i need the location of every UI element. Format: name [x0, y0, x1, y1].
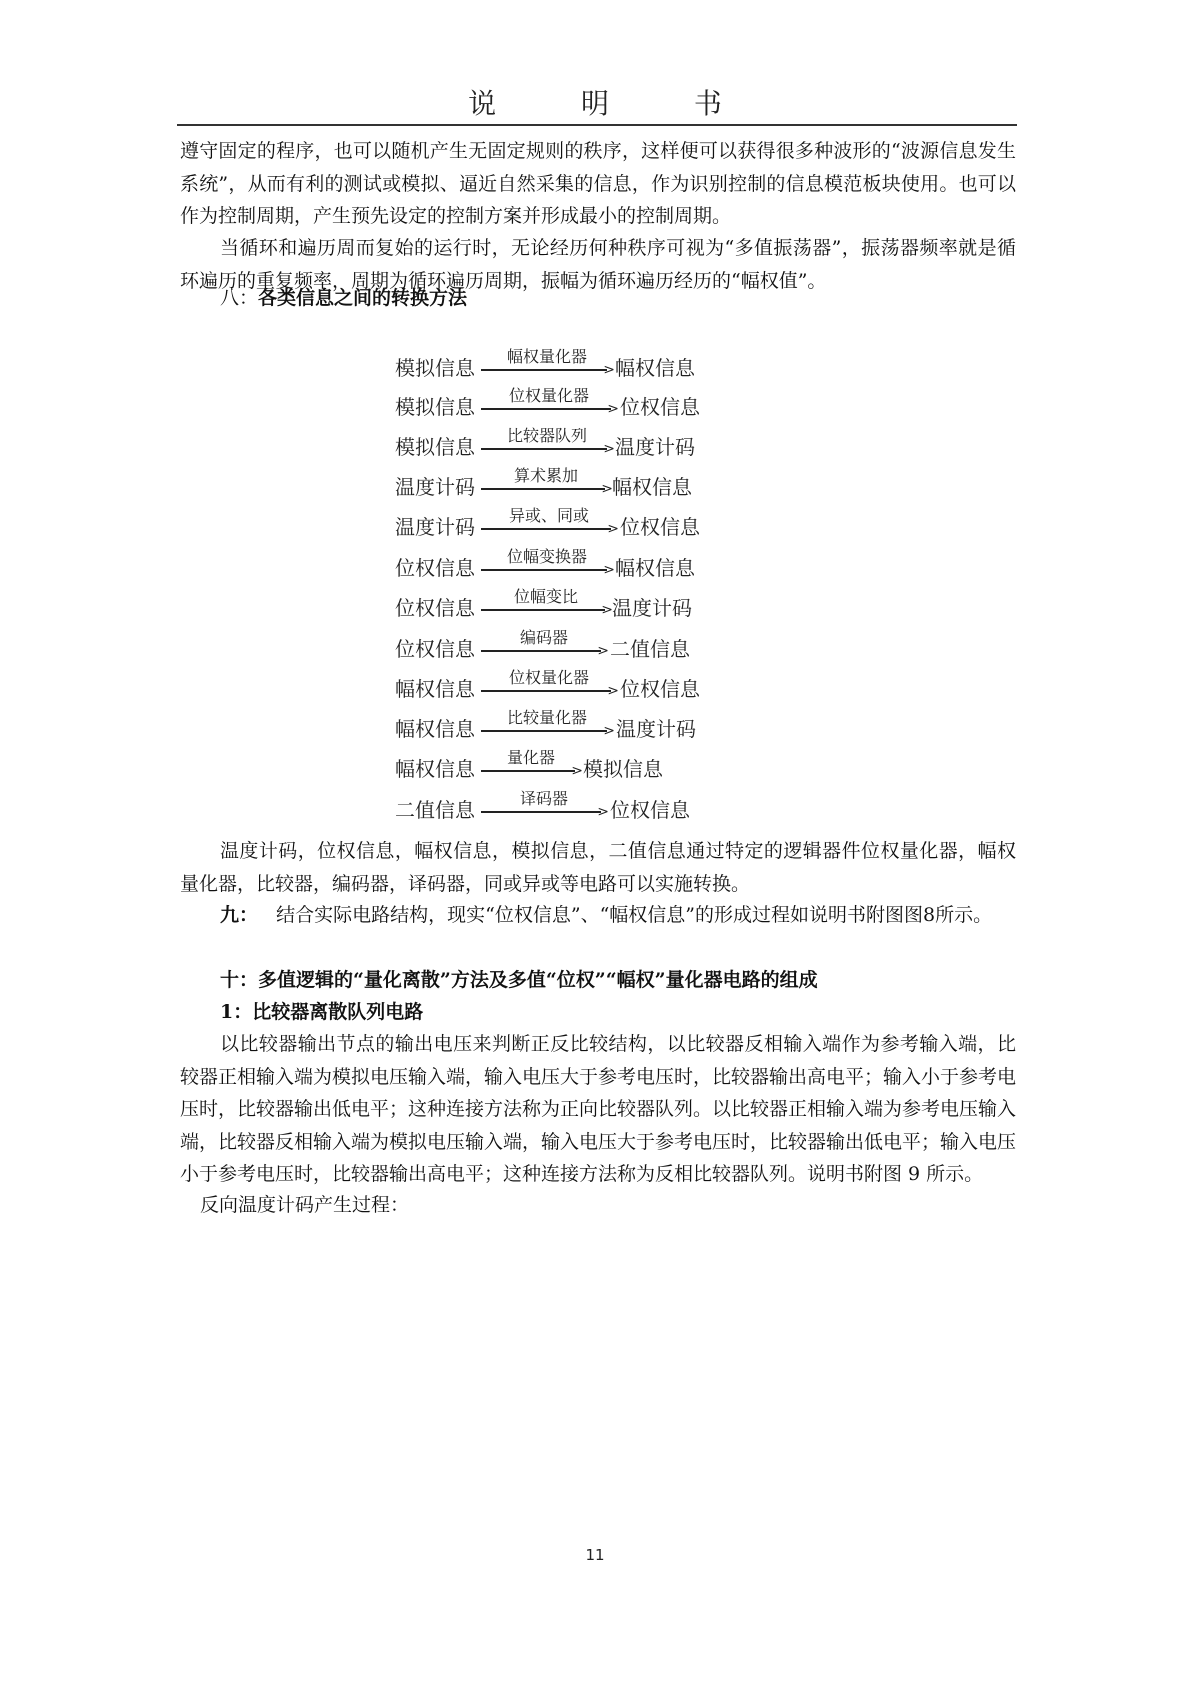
conversion-method: 译码器 [519, 789, 568, 808]
paragraph-conversion-summary: 温度计码，位权信息，幅权信息，模拟信息，二值信息通过特定的逻辑器件位权量化器，幅权量化器，比较器，编码器，译码器，同或异或等电路可以实施转换。 [180, 840, 1016, 895]
conversion-source: 温度计码 [395, 475, 475, 499]
section-heading-8 [220, 282, 467, 314]
conversion-source: 温度计码 [395, 515, 475, 539]
arrow-line [481, 408, 611, 410]
conversion-source: 位权信息 [395, 637, 475, 661]
conversion-target: 二值信息 [610, 637, 690, 661]
arrow-head-icon: > [603, 441, 615, 457]
arrow-line [481, 488, 605, 490]
conversion-arrow [481, 665, 617, 699]
arrow-line [481, 770, 575, 772]
conversion-arrow [481, 584, 611, 618]
conversion-arrow [481, 463, 611, 497]
arrow-head-icon: > [607, 521, 619, 537]
arrow-line [481, 650, 601, 652]
conversion-row [0, 786, 1190, 824]
arrow-head-icon: > [603, 562, 615, 578]
conversion-arrow [481, 503, 617, 537]
paragraph-reverse-thermometer: 反向温度计码产生过程： [200, 1194, 410, 1216]
conversion-source: 模拟信息 [395, 356, 475, 380]
conversion-method: 比较量化器 [506, 708, 587, 727]
conversion-method: 比较器队列 [506, 426, 587, 445]
conversion-target: 位权信息 [620, 395, 700, 419]
section-8-title: 各类信息之间的转换方法 [258, 287, 468, 309]
arrow-head-icon: > [607, 401, 619, 417]
arrow-head-icon: > [607, 683, 619, 699]
arrow-line [481, 609, 605, 611]
conversion-method: 位幅变比 [513, 587, 578, 606]
paragraph-oscillator: 当循环和遍历周而复始的运行时，无论经历何种秩序可视为“多值振荡器”，振荡器频率就是循环遍历的重复频率，周期为循环遍历周期，振幅为循环遍历经历的“幅权值”。 [180, 237, 1016, 292]
arrow-line [481, 730, 607, 732]
arrow-line [481, 569, 607, 571]
conversion-row [0, 544, 1190, 582]
conversion-row [0, 423, 1190, 461]
section-9-prefix: 九： [220, 904, 259, 926]
arrow-head-icon: > [601, 481, 613, 497]
conversion-target: 幅权信息 [612, 475, 692, 499]
conversion-row [0, 463, 1190, 501]
conversion-target: 位权信息 [620, 515, 700, 539]
conversion-arrow [481, 344, 613, 378]
page-number: 11 [585, 1546, 605, 1564]
conversion-source: 二值信息 [395, 798, 475, 822]
paragraph-comparator-queue: 以比较器输出节点的输出电压来判断正反比较结构，以比较器反相输入端作为参考输入端，比较器正相输入端为模拟电压输入端，输入电压大于参考电压时，比较器输出高电平；输入小于参考电压时，比较器输出低电平；这种连接方法称为正向比较器队列。以比较器正相输入端为参考电压输入端，比较器反相输入端为模拟电压输入端，输入电压大于参考电压时，比较器输出低电平；输入电压小于参考电压时，比较器输出高电平；这种连接方法称为反相比较器队列。说明书附图 9 所示。 [180, 1033, 1017, 1185]
conversion-source: 幅权信息 [395, 757, 475, 781]
conversion-target: 位权信息 [610, 798, 690, 822]
conversion-source: 幅权信息 [395, 717, 475, 741]
arrow-line [481, 811, 601, 813]
arrow-head-icon: > [601, 602, 613, 618]
conversion-target: 温度计码 [616, 717, 696, 741]
conversion-source: 位权信息 [395, 596, 475, 620]
conversion-target: 幅权信息 [615, 356, 695, 380]
conversion-row [0, 745, 1190, 783]
conversion-arrow [481, 544, 613, 578]
conversion-target: 温度计码 [612, 596, 692, 620]
conversion-method: 位权量化器 [508, 386, 589, 405]
section-8-prefix: 八： [220, 287, 259, 309]
conversion-row [0, 344, 1190, 382]
conversion-source: 幅权信息 [395, 677, 475, 701]
conversion-row [0, 625, 1190, 663]
conversion-target: 位权信息 [620, 677, 700, 701]
conversion-method: 算术累加 [513, 466, 578, 485]
arrow-head-icon: > [597, 804, 609, 820]
arrow-head-icon: > [603, 362, 615, 378]
conversion-row [0, 584, 1190, 622]
header-divider [177, 124, 1017, 126]
conversion-arrow [481, 423, 613, 457]
subsection-heading-10-1: 1：比较器离散队列电路 [220, 1001, 424, 1023]
paragraph-section-9 [180, 899, 1016, 932]
conversion-source: 模拟信息 [395, 395, 475, 419]
conversion-arrow [481, 383, 617, 417]
conversion-method: 幅权量化器 [506, 347, 587, 366]
paragraph-continuation: 遵守固定的程序，也可以随机产生无固定规则的秩序，这样便可以获得很多种波形的“波源信息发生系统”，从而有利的测试或模拟、逼近自然采集的信息，作为识别控制的信息模范板块使用。也可以作为控制周期，产生预先设定的控制方案并形成最小的控制周期。 [180, 140, 1016, 227]
document-header-title: 说 明 书 [468, 87, 760, 120]
section-heading-10: 十：多值逻辑的“量化离散”方法及多值“位权”“幅权”量化器电路的组成 [220, 969, 818, 991]
conversion-arrow [481, 745, 581, 779]
conversion-source: 位权信息 [395, 556, 475, 580]
conversion-arrow [481, 705, 613, 739]
arrow-line [481, 528, 611, 530]
arrow-line [481, 690, 611, 692]
conversion-row [0, 503, 1190, 541]
arrow-line [481, 448, 607, 450]
conversion-target: 温度计码 [615, 435, 695, 459]
conversion-method: 位幅变换器 [506, 547, 587, 566]
conversion-row [0, 705, 1190, 743]
conversion-method: 编码器 [519, 628, 568, 647]
arrow-head-icon: > [571, 763, 583, 779]
conversion-method: 异或、同或 [508, 506, 589, 525]
arrow-head-icon: > [603, 723, 615, 739]
conversion-source: 模拟信息 [395, 435, 475, 459]
conversion-row [0, 665, 1190, 703]
arrow-line [481, 369, 607, 371]
conversion-target: 模拟信息 [583, 757, 663, 781]
arrow-head-icon: > [597, 643, 609, 659]
conversion-target: 幅权信息 [615, 556, 695, 580]
conversion-method: 位权量化器 [508, 668, 589, 687]
conversion-method: 量化器 [506, 748, 555, 767]
conversion-arrow [481, 786, 607, 820]
section-9-text: 结合实际电路结构，现实“位权信息”、“幅权信息”的形成过程如说明书附图图8所示。 [276, 904, 993, 926]
conversion-arrow [481, 625, 607, 659]
conversion-row [0, 383, 1190, 421]
